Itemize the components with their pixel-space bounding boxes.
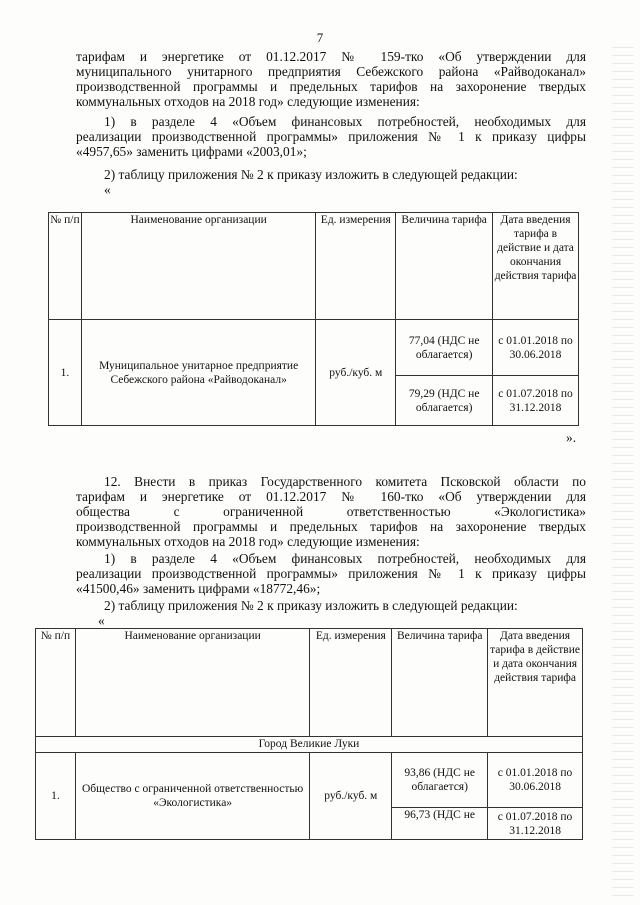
table-header-row [36, 629, 583, 737]
header-org: Наименование организации [81, 213, 315, 320]
header-unit: Ед. измерения [310, 629, 392, 737]
tariff-value: 93,86 (НДС не облагается) [392, 753, 488, 808]
row-org: Муниципальное унитарное предприятие Себежского района «Райводоканал» [81, 320, 315, 426]
row-num: 1. [36, 753, 76, 840]
paragraph-line: коммунальных отходов на 2018 год» следующие изменения: [76, 94, 420, 109]
header-org: Наименование организации [75, 629, 309, 737]
tariff-value: 79,29 (НДС не облагается) [396, 376, 493, 426]
tariff-value: 96,73 (НДС не [392, 808, 488, 840]
city-name: Город Великие Луки [36, 737, 583, 753]
open-quote: « [98, 613, 105, 628]
table-row [49, 320, 579, 376]
table-header-row [49, 213, 579, 320]
header-unit: Ед. измерения [316, 213, 396, 320]
row-num: 1. [49, 320, 82, 426]
scan-edge [612, 40, 634, 900]
tariff-table-2 [35, 628, 583, 840]
tariff-value: 77,04 (НДС не облагается) [396, 320, 493, 376]
city-row [36, 737, 583, 753]
paragraph-line: общества с ограниченной ответственностью «Экологистика» [76, 504, 586, 519]
tariff-period: с 01.07.2018 по 31.12.2018 [493, 376, 579, 426]
paragraph-line: 2) таблицу приложения № 2 к приказу изложить в следующей редакции: [104, 167, 518, 182]
paragraph-line: «41500,46» заменить цифрами «18772,46»; [76, 581, 321, 596]
header-num: № п/п [49, 213, 82, 320]
page-number: 7 [316, 30, 324, 45]
tariff-period: с 01.01.2018 по 30.06.2018 [493, 320, 579, 376]
row-org: Общество с ограниченной ответственностью «Экологистика» [75, 753, 309, 840]
table-row [36, 753, 583, 808]
header-tariff: Величина тарифа [392, 629, 488, 737]
paragraph-line: реализации производственной программы» приложения № 1 к приказу цифры [76, 566, 586, 581]
paragraph-line: тарифам и энергетике от 01.12.2017 № 160-тко «Об утверждении для [76, 489, 586, 504]
row-unit: руб./куб. м [310, 753, 392, 840]
paragraph-line: производственной программы и предельных тарифов на захоронение твердых [76, 519, 586, 534]
tariff-period: с 01.01.2018 по 30.06.2018 [488, 753, 583, 808]
paragraph-line: муниципального унитарного предприятия Себежского района «Райводоканал» [76, 64, 586, 79]
header-tariff: Величина тарифа [396, 213, 493, 320]
row-unit: руб./куб. м [316, 320, 396, 426]
open-quote: « [104, 182, 111, 197]
close-quote: ». [566, 430, 577, 445]
tariff-period: с 01.07.2018 по 31.12.2018 [488, 808, 583, 840]
paragraph-line: производственной программы и предельных тарифов на захоронение твердых [76, 79, 586, 94]
paragraph-line: тарифам и энергетике от 01.12.2017 № 159-тко «Об утверждении для [76, 49, 586, 64]
paragraph-line: коммунальных отходов на 2018 год» следующие изменения: [76, 534, 420, 549]
paragraph-line: 2) таблицу приложения № 2 к приказу изложить в следующей редакции: [104, 598, 518, 613]
header-num: № п/п [36, 629, 76, 737]
paragraph-line: реализации производственной программы» приложения № 1 к приказу цифры [76, 129, 586, 144]
header-period: Дата введения тарифа в действие и дата окончания действия тарифа [493, 213, 579, 320]
paragraph-line: 12. Внести в приказ Государственного комитета Псковской области по [104, 474, 586, 489]
tariff-table-1 [48, 212, 579, 426]
paragraph-line: 1) в разделе 4 «Объем финансовых потребностей, необходимых для [104, 551, 586, 566]
header-period: Дата введения тарифа в действие и дата окончания действия тарифа [488, 629, 583, 737]
paragraph-line: «4957,65» заменить цифрами «2003,01»; [76, 144, 307, 159]
paragraph-line: 1) в разделе 4 «Объем финансовых потребностей, необходимых для [104, 114, 586, 129]
